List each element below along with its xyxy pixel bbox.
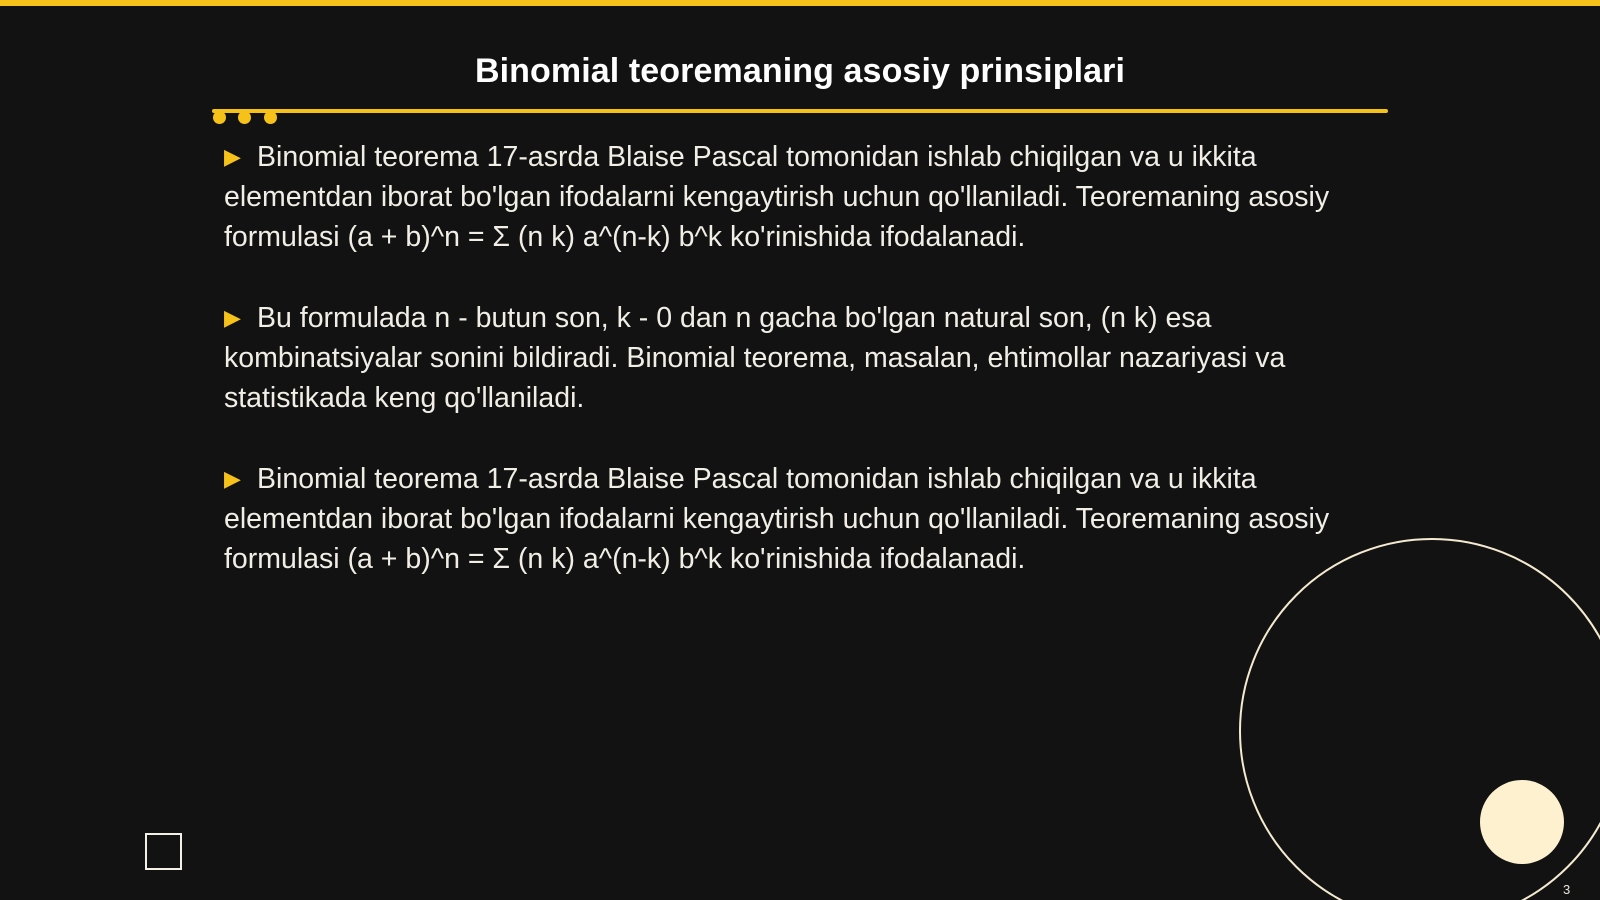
top-accent-bar bbox=[0, 0, 1600, 6]
play-arrow-icon: ▶ bbox=[224, 305, 241, 330]
accent-dot bbox=[213, 111, 226, 124]
bullet-text: Binomial teorema 17-asrda Blaise Pascal tomonidan ishlab chiqilgan va u ikkita elementdan iborat bo'lgan ifodalarni kengaytirish uchun qo'llaniladi. Teoremaning asosiy formulasi (a + b)^n = Σ (n k) a^(n-k) b^k ko'rinishida ifodalanadi. bbox=[224, 463, 1330, 575]
bullet-list bbox=[224, 137, 1384, 620]
page-number: 3 bbox=[1563, 882, 1571, 897]
play-arrow-icon: ▶ bbox=[224, 144, 241, 169]
decorative-dot bbox=[1480, 780, 1564, 864]
bullet-item bbox=[224, 298, 1384, 418]
decorative-square bbox=[145, 833, 182, 870]
play-arrow-icon: ▶ bbox=[224, 466, 241, 491]
accent-dot bbox=[264, 111, 277, 124]
bullet-item bbox=[224, 137, 1384, 257]
accent-dot bbox=[238, 111, 251, 124]
bullet-text: Binomial teorema 17-asrda Blaise Pascal tomonidan ishlab chiqilgan va u ikkita elementdan iborat bo'lgan ifodalarni kengaytirish uchun qo'llaniladi. Teoremaning asosiy formulasi (a + b)^n = Σ (n k) a^(n-k) b^k ko'rinishida ifodalanadi. bbox=[224, 141, 1330, 253]
bullet-text: Bu formulada n - butun son, k - 0 dan n gacha bo'lgan natural son, (n k) esa kombinatsiyalar sonini bildiradi. Binomial teorema, masalan, ehtimollar nazariyasi va statistikada keng qo'llaniladi. bbox=[224, 302, 1286, 414]
title-underline bbox=[212, 109, 1388, 113]
bullet-item bbox=[224, 459, 1384, 579]
slide-title: Binomial teoremaning asosiy prinsiplari bbox=[474, 52, 1126, 90]
